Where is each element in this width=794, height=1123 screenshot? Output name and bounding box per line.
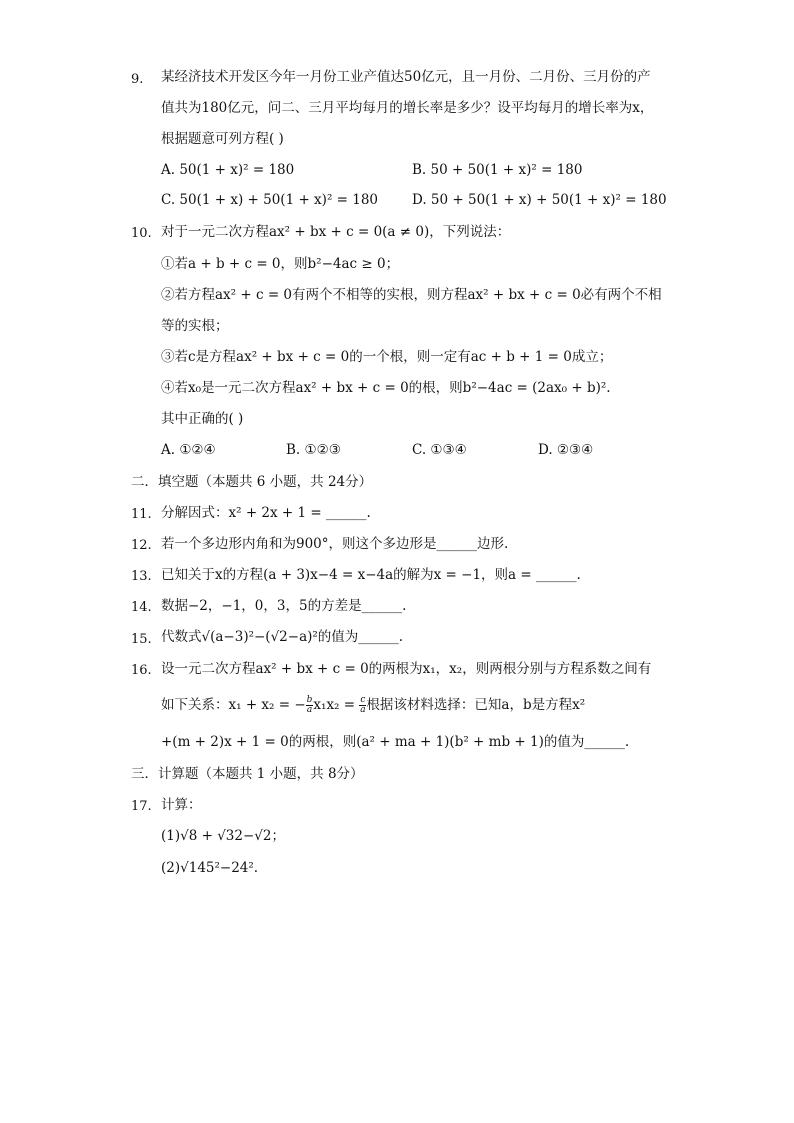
statement-1: ①若a + b + c = 0，则b²−4ac ≥ 0； <box>161 256 400 272</box>
question-number: 17. <box>131 799 152 814</box>
question-text: 已知关于x的方程(a + 3)x−4 = x−4a的解为x = −1，则a = ______. <box>161 567 581 583</box>
question-number: 16. <box>131 663 152 678</box>
statement-2-cont: 等的实根； <box>161 318 229 334</box>
formula-middle: x₁x₂ = <box>313 697 360 713</box>
formula-suffix: 根据该材料选择：已知a，b是方程x² <box>366 697 586 713</box>
question-number: 13. <box>131 569 152 584</box>
question-number: 10. <box>131 226 152 241</box>
option-a: A. 50(1 + x)² = 180 <box>161 162 295 178</box>
question-text: 代数式√(a−3)²−(√2−a)²的值为______. <box>161 629 404 645</box>
question-text: 某经济技术开发区今年一月份工业产值达50亿元，且一月份、二月份、三月份的产 <box>161 69 651 85</box>
option-b: B. ①②③ <box>286 442 341 458</box>
fraction-denominator: a <box>360 705 366 715</box>
option-b: B. 50 + 50(1 + x)² = 180 <box>412 162 583 178</box>
option-c: C. ①③④ <box>412 442 467 458</box>
question-number: 15. <box>131 632 152 647</box>
question-text: 设一元二次方程ax² + bx + c = 0的两根为x₁，x₂，则两根分别与方程系数之间有 <box>161 661 652 677</box>
question-number: 11. <box>131 507 152 522</box>
question-text-formula <box>161 696 585 715</box>
question-text: 计算： <box>161 797 202 813</box>
question-text: 数据−2，−1，0，3，5的方差是______. <box>161 598 407 614</box>
question-text: +(m + 2)x + 1 = 0的两根，则(a² + ma + 1)(b² + mb + 1)的值为______. <box>161 734 630 750</box>
statement-4: ④若x₀是一元二次方程ax² + bx + c = 0的根，则b²−4ac = (2ax₀ + b)². <box>161 380 611 396</box>
formula-prefix: 如下关系：x₁ + x₂ = − <box>161 697 306 713</box>
section-heading: 三．计算题（本题共 1 小题，共 8分） <box>131 766 364 782</box>
option-c: C. 50(1 + x) + 50(1 + x)² = 180 <box>161 192 379 208</box>
question-number: 9. <box>131 72 144 87</box>
fraction-numerator: c <box>360 695 366 705</box>
section-heading: 二．填空题（本题共 6 小题，共 24分） <box>131 474 373 490</box>
question-text: 若一个多边形内角和为900°，则这个多边形是______边形. <box>161 536 509 552</box>
statement-2: ②若方程ax² + c = 0有两个不相等的实根，则方程ax² + bx + c = 0必有两个不相 <box>161 287 662 303</box>
question-number: 12. <box>131 538 152 553</box>
question-text: 对于一元二次方程ax² + bx + c = 0(a ≠ 0)，下列说法： <box>161 224 511 240</box>
question-text: 分解因式：x² + 2x + 1 = ______. <box>161 505 371 521</box>
sub-question-2: (2)√145²−24². <box>161 860 259 876</box>
option-a: A. ①②④ <box>161 442 216 458</box>
statement-3: ③若c是方程ax² + bx + c = 0的一个根，则一定有ac + b + 1 = 0成立； <box>161 349 613 365</box>
question-number: 14. <box>131 600 152 615</box>
fraction-denominator: a <box>306 705 313 715</box>
question-text: 值共为180亿元，问二、三月平均每月的增长率是多少？设平均每月的增长率为x， <box>161 100 654 116</box>
fraction-numerator: b <box>306 695 313 705</box>
question-ask: 其中正确的( ) <box>161 411 244 427</box>
sub-question-1: (1)√8 + √32−√2； <box>161 828 285 844</box>
option-d: D. 50 + 50(1 + x) + 50(1 + x)² = 180 <box>412 192 667 208</box>
question-text: 根据题意可列方程( ) <box>161 131 284 147</box>
option-d: D. ②③④ <box>538 442 594 458</box>
